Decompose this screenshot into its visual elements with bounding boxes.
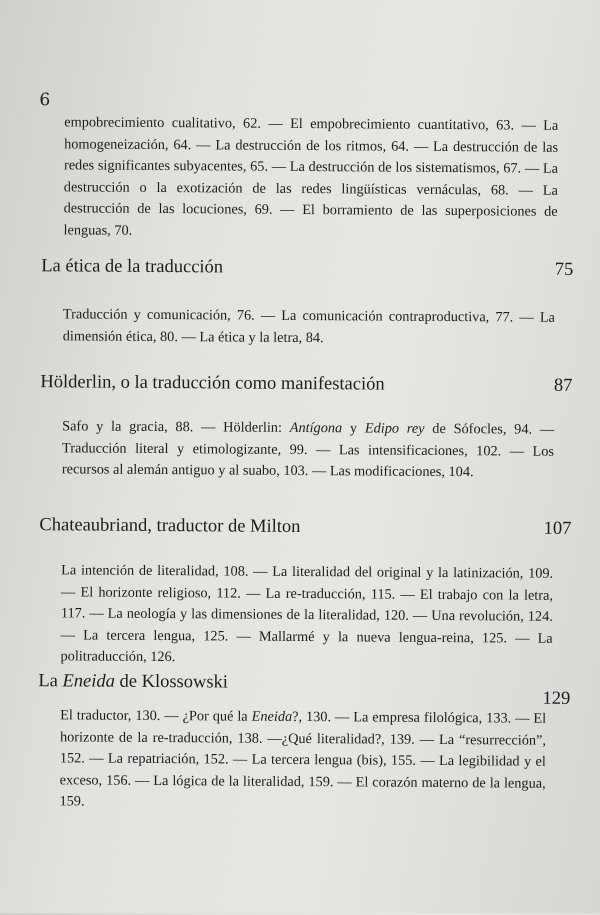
chapter-title [38, 671, 228, 693]
toc-entries-eneida [59, 705, 546, 816]
chapter-title-text: La [38, 671, 63, 692]
chapter-page-number: 107 [543, 518, 572, 539]
entry-text: y [342, 420, 365, 437]
toc-entries-holderlin [62, 416, 554, 484]
chapter-title-italic: Eneida [62, 671, 115, 692]
chapter-title: Chateaubriand, traductor de Milton [39, 515, 301, 538]
entry-italic-title: Edipo rey [364, 420, 425, 437]
page-number: 6 [39, 90, 51, 111]
toc-chapter-holderlin [40, 372, 573, 396]
toc-chapter-eneida [38, 671, 571, 709]
toc-entries-continued: empobrecimiento cualitativo, 62. — El empobrecimiento cuantitativo, 63. — La homogeneización, 64. — La destrucción de los ritmos, 64. — La destrucción de las redes significantes subyacentes, 65. — La destrucción de los sistematismos, 67. — La destrucción o la exotización de las redes lingüísticas vernáculas, 68. — La destrucción de las locuciones, 69. — El borramiento de las superposiciones de lenguas, 70. [63, 114, 559, 239]
entry-italic-title: Eneida [251, 708, 293, 725]
entry-text: ?, 130. — La empresa filológica, 133. — El horizonte de la re-traducción, 138. —¿Qué literalidad?, 139. — La “resurrección”, 152. — La repatriación, 152. — La tercera lengua (bis), 155. — La legibilidad y el exceso, 156. — La lógica de la literalidad, 159. — El corazón materno de la lengua, 159. [59, 708, 547, 810]
entry-text: El traductor, 130. — ¿Por qué la [60, 707, 252, 725]
chapter-title-text: de Klossowski [114, 671, 229, 693]
toc-entries-etica: Traducción y comunicación, 76. — La comunicación contraproductiva, 77. — La dimensión ética, 80. — La ética y la letra, 84. [62, 306, 555, 346]
entry-text: de Sófocles, 94. — Traducción literal y etimologizante, 99. — Las intensificaciones, 102. — Los recursos al alemán antiguo y al suabo, 103. — Las modificaciones, 104. [61, 420, 555, 481]
chapter-title: La ética de la traducción [41, 256, 224, 278]
chapter-page-number: 75 [554, 259, 574, 280]
entry-italic-title: Antígona [289, 419, 343, 437]
toc-chapter-chateaubriand [39, 515, 572, 539]
toc-chapter-etica [41, 256, 574, 280]
chapter-title: Hölderlin, o la traducción como manifestación [40, 372, 385, 395]
chapter-page-number: 87 [553, 375, 573, 396]
toc-entries-chateaubriand: La intención de literalidad, 108. — La literalidad del original y la latinización, 109. — El horizonte religioso, 112. — La re-traducción, 115. — El trabajo con la letra, 117. — La neología y las dimensiones de la literalidad, 120. — Una revolución, 124. — La tercera lengua, 125. — Mallarmé y la nueva lengua-reina, 125. — La politraducción, 126. [60, 562, 554, 666]
chapter-page-number: 129 [542, 688, 571, 709]
entry-text: Safo y la gracia, 88. — Hölderlin: [62, 418, 290, 436]
